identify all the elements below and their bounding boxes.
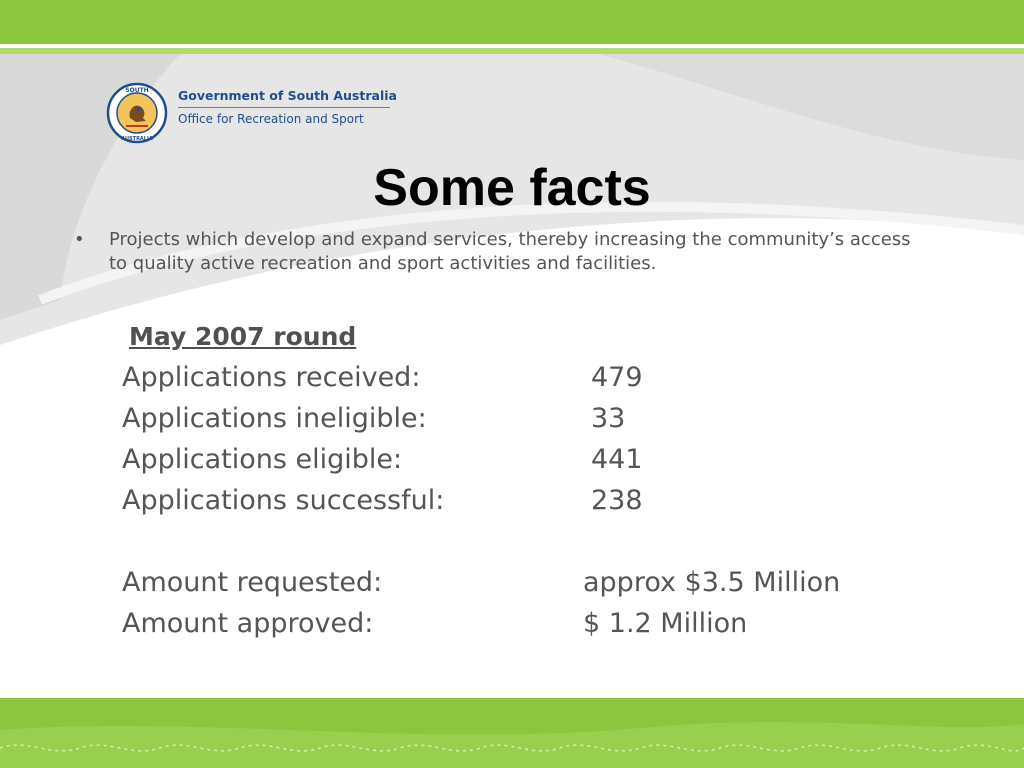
seal-text-top: SOUTH xyxy=(125,87,149,94)
logo-office-name: Office for Recreation and Sport xyxy=(178,112,364,126)
south-australia-seal-icon xyxy=(106,82,168,144)
logo-government-name: Government of South Australia xyxy=(178,88,397,103)
stat-label-received: Applications received: xyxy=(122,362,421,393)
bullet-text: Projects which develop and expand services, thereby increasing the community’s access to quality active recreation and sport activities and facilities. xyxy=(109,229,911,274)
amount-value-requested: approx $3.5 Million xyxy=(583,567,841,598)
stat-value-ineligible: 33 xyxy=(591,403,626,434)
amount-label-requested: Amount requested: xyxy=(122,567,383,598)
government-logo xyxy=(106,82,406,148)
logo-divider xyxy=(178,107,390,108)
amount-value-approved: $ 1.2 Million xyxy=(583,608,748,639)
amount-label-approved: Amount approved: xyxy=(122,608,374,639)
stat-label-eligible: Applications eligible: xyxy=(122,444,403,475)
stat-label-successful: Applications successful: xyxy=(122,485,445,516)
round-heading: May 2007 round xyxy=(129,322,357,351)
stat-label-ineligible: Applications ineligible: xyxy=(122,403,427,434)
stat-value-successful: 238 xyxy=(591,485,643,516)
stat-value-received: 479 xyxy=(591,362,643,393)
seal-text-bottom: AUSTRALIA xyxy=(121,136,153,142)
stat-value-eligible: 441 xyxy=(591,444,643,475)
bullet-marker: • xyxy=(74,229,85,250)
slide-title: Some facts xyxy=(373,159,651,217)
